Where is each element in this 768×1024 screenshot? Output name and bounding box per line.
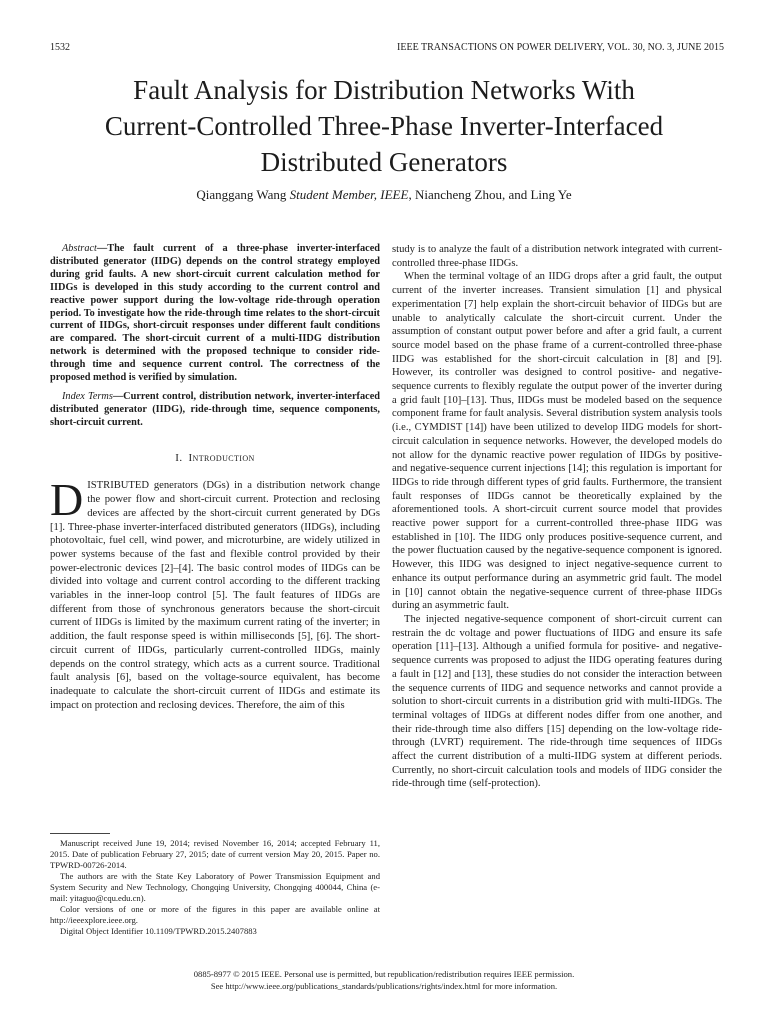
footnote-doi: Digital Object Identifier 10.1109/TPWRD.2015.2407883	[60, 926, 257, 936]
index-terms	[50, 391, 380, 430]
section-heading	[50, 452, 380, 466]
copyright-line: 0885-8977 © 2015 IEEE. Personal use is permitted, but republication/redistribution requires IEEE permission.	[193, 969, 575, 979]
body-paragraph: The injected negative-sequence component of short-circuit current can restrain the dc voltage and power fluctuations of IIDG and ensure its safe operation [11]–[13]. Although a unified formula for positive- and negative-sequence currents was proposed to adjust the IIDG operating features during a fault in [12] and [13], these studies do not consider the interaction between the sequence currents of IIDG and sequence networks and cannot provide a solution to short-circuit currents in a distribution grid with multi-IIDGs. The terminal voltages of IIDGs at different nodes differ from one another, and their ride-through time also differs [15] depending on the low-voltage ride-through (LVRT) requirement. The ride-through time sequences of IIDGs affect the current distribution of a multi-IIDG system at different periods. Currently, no short-circuit calculation tools and models of IIDG consider the ride-through time (self-protection).	[392, 613, 722, 790]
body-paragraph: study is to analyze the fault of a distribution network integrated with current-controlled three-phase IIDGs.	[392, 244, 722, 269]
intro-text: generators (DGs) in a distribution network change the power flow and short-circuit current. Protection and reclosing devices are affected by the short-circuit current generated by DGs [1]. Three-phase inverter-interfaced distributed generators (IIDGs), including photovoltaic, fuel cell, wind power, and microturbine, are widely utilized in power systems because of the fast and flexible control provided by their power-electronic devices [2]–[4]. The basic control modes of IIDGs can be divided into voltage and current control according to the different tracking variables in the inner-loop control [5]. The fault features of IIDGs are different from those of synchronous generators because the short-circuit current of IIDGs is limited by the maximum current rating of the inverter; in addition, the fault response speed is within milliseconds [5], [6]. The short-circuit current of IIDGs, particularly current-controlled IIDGs, mainly depends on the control strategy, which acts as a current source. Traditional fault analysis [6], based on the voltage-source equivalent, has become inadequate to calculate the short-circuit current of IIDGs and estimate its impact on protection and reclosing devices. Therefore, the aim of this	[50, 480, 380, 711]
author-list	[40, 187, 728, 203]
abstract-text: —The fault current of a three-phase inverter-interfaced distributed generator (IIDG) depends on the control strategy employed during grid faults. A new short-circuit current calculation method for IIDGs is developed in this study according to the current control and reactive power support during the low-voltage ride-through operation period. To investigate how the ride-through time relates to the short-circuit current of IIDGs, short-circuit responses under different fault conditions are compared. The short-circuit current of a multi-IIDG distribution network is determined with the proposed technique to consider ride-through time and sequence current control. The correctness of the proposed method is verified by simulation.	[50, 243, 380, 384]
abstract	[50, 243, 380, 385]
index-terms-text: —Current control, distribution network, inverter-interfaced distributed generator (IIDG), ride-through time, sequence components, short-circuit current.	[50, 390, 380, 428]
title-line-1: Fault Analysis for Distribution Networks With	[133, 75, 635, 105]
footnote-divider	[50, 833, 110, 834]
section-title: Introduction	[188, 451, 255, 464]
intro-first-word: ISTRIBUTED	[87, 480, 150, 492]
abstract-label: Abstract	[62, 243, 97, 254]
author-affiliation: Student Member, IEEE	[289, 187, 409, 202]
title-line-3: Distributed Generators	[260, 147, 508, 177]
index-terms-label: Index Terms	[62, 390, 113, 402]
left-column	[50, 243, 380, 712]
author-name: Qianggang Wang	[196, 187, 287, 202]
drop-cap: D	[50, 474, 84, 526]
section-number: I.	[175, 451, 183, 464]
footnote-manuscript: Manuscript received June 19, 2014; revised November 16, 2014; accepted February 11, 2015. Date of publication February 27, 2015; date of current version May 20, 2015. Paper no. TPWRD-00726-2014.	[50, 838, 380, 870]
title-line-2: Current-Controlled Three-Phase Inverter-Interfaced	[104, 111, 664, 141]
footnotes	[50, 838, 380, 937]
author-names-rest: , Niancheng Zhou, and Ling Ye	[408, 187, 572, 202]
page-number: 1532	[50, 42, 70, 53]
intro-paragraph	[50, 474, 380, 712]
right-column	[392, 243, 722, 791]
rights-line: See http://www.ieee.org/publications_standards/publications/rights/index.html for more information.	[210, 981, 558, 991]
running-head: IEEE TRANSACTIONS ON POWER DELIVERY, VOL. 30, NO. 3, JUNE 2015	[397, 42, 724, 53]
copyright-notice	[40, 968, 728, 992]
footnote-authors: The authors are with the State Key Laboratory of Power Transmission Equipment and System Security and New Technology, Chongqing University, Chongqing 400044, China (e-mail: yitaguo@cqu.edu.cn).	[50, 871, 380, 903]
body-paragraph: When the terminal voltage of an IIDG drops after a grid fault, the output current of the inverter increases. Transient simulation [1] and physical experimentation [7] help explain the short-circuit behavior of IIDGs but are unable to analytically calculate the short-circuit current. Under the assumption of constant output power before and after a grid fault, a current source model based on the phase frame of a current-controlled three-phase IIDG was established for the short-circuit calculation in [8] and [9]. However, its controller was designed to control positive- and negative-sequence currents to flexibly regulate the output power of the inverter during a grid fault [10]–[13]. Thus, IIDGs must be modeled based on the sequence component frame for fault analysis. Several distribution system analysis tools (i.e., CYMDIST [14]) have been utilized to develop IIDG models for short-circuit calculation in sequence networks. However, the developed models do not allow for the dynamic reactive power regulation of IIDGs by positive- and negative-sequence current injections [14]; this regulation is important for IIDGs to ride through different types of grid faults. Furthermore, the transient fault responses of IIDGs cannot be theoretically explained by the aforementioned tools. A short-circuit current source model that provides reactive power support for a current-controlled three-phase IIDG was established in [10]. The IIDG only produces positive-sequence current, and the power fluctuation caused by the negative-sequence component is ignored. However, this IIDG was designed to inject negative-sequence current to enhance its output performance during an asymmetric grid fault. The model in [10] cannot obtain the negative-sequence current of three-phase IIDGs during an asymmetric fault.	[392, 271, 722, 612]
footnote-color: Color versions of one or more of the figures in this paper are available online at http://ieeexplore.ieee.org.	[50, 904, 380, 925]
paper-title	[40, 72, 728, 180]
